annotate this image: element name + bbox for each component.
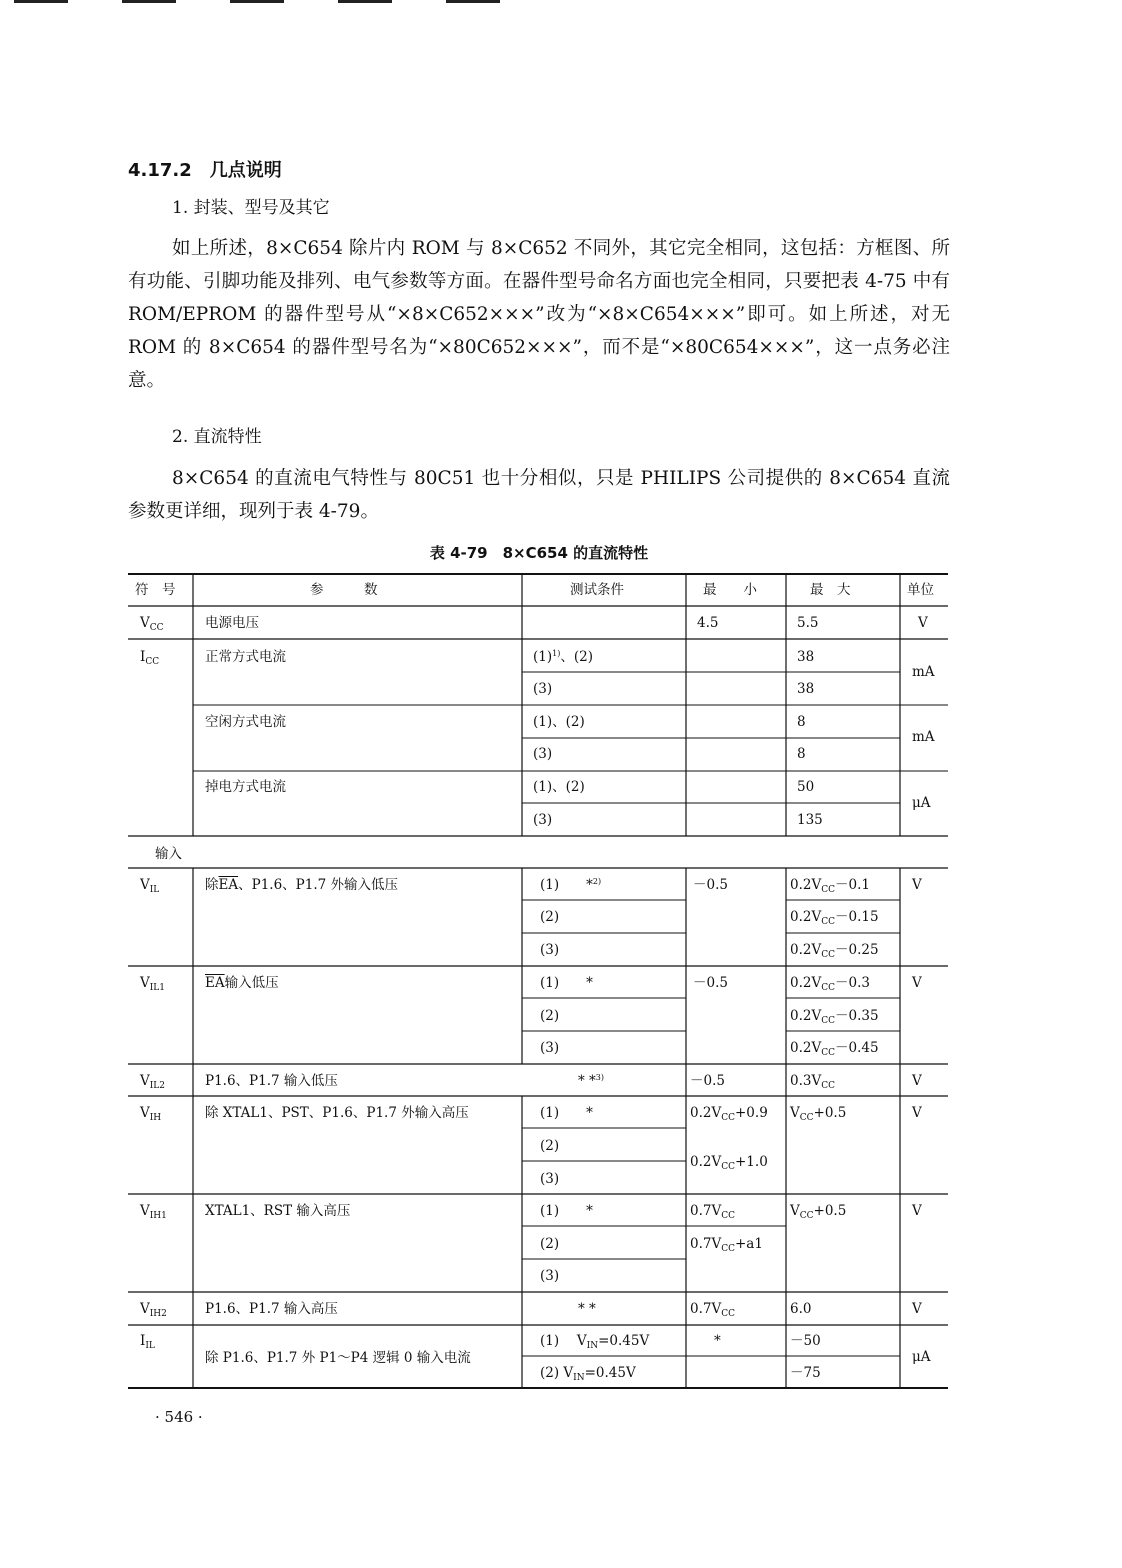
header-symbol: 符 号 [135, 582, 176, 598]
max-vcc: 5.5 [797, 615, 819, 631]
max-vih2: 6.0 [790, 1301, 812, 1317]
min-vih2: $0.7V_{CC}$ [690, 1301, 735, 1319]
cond-vih1-3: (3) [540, 1268, 560, 1284]
param-vil2: P1.6、P1.7 输入低压 [205, 1073, 338, 1089]
max-iil-2: －75 [790, 1365, 821, 1381]
cond-vil1-1: (1) * [540, 975, 593, 991]
symbol-icc: $I_{CC}$ [140, 649, 160, 667]
header-param: 参 数 [310, 582, 378, 598]
max-vil-3: $0.2V_{CC}-0.25$ [790, 942, 879, 960]
cond-vil-2: (2) [540, 909, 560, 925]
symbol-vih2: $V_{IH2}$ [140, 1301, 167, 1319]
min-iil: * [714, 1333, 721, 1349]
param-vih1: XTAL1、RST 输入高压 [205, 1203, 351, 1219]
section-heading: 4.17.2 几点说明 [128, 160, 282, 181]
symbol-vih1: $V_{IH1}$ [140, 1203, 167, 1221]
cond-vih1-1: (1) * [540, 1203, 593, 1219]
cond-iil-1: (1) $V_{IN}=0.45V$ [540, 1333, 650, 1351]
min-vil1: －0.5 [693, 975, 728, 991]
param-vcc: 电源电压 [205, 615, 259, 631]
cond-icc-pd-3: (3) [533, 812, 553, 828]
param-icc-idle: 空闲方式电流 [205, 714, 286, 730]
unit-vil1: V [912, 975, 922, 991]
cond-vil2: * *$^{3)}$ [578, 1073, 605, 1089]
max-icc-pd-3: 135 [797, 812, 823, 828]
cond-icc-pd-1: (1)、(2) [533, 779, 585, 795]
param-iil: 除 P1.6、P1.7 外 P1～P4 逻辑 0 输入电流 [205, 1350, 471, 1366]
max-icc-idle-3: 8 [797, 746, 806, 762]
max-icc-normal-1: 38 [797, 649, 815, 665]
unit-vil2: V [912, 1073, 922, 1089]
unit-vih1: V [912, 1203, 922, 1219]
param-vil1: $\overline{EA}$输入低压 [205, 975, 279, 991]
param-vih: 除 XTAL1、PST、P1.6、P1.7 外输入高压 [205, 1105, 469, 1121]
cond-vih-1: (1) * [540, 1105, 593, 1121]
unit-vil: V [912, 877, 922, 893]
param-icc-pd: 掉电方式电流 [205, 779, 286, 795]
max-icc-pd-1: 50 [797, 779, 815, 795]
min-vih-1: $0.2V_{CC}+0.9$ [690, 1105, 768, 1123]
header-min: 最 小 [703, 582, 757, 598]
min-vih-2: $0.2V_{CC}+1.0$ [690, 1154, 768, 1172]
unit-vih2: V [912, 1301, 922, 1317]
min-vil: －0.5 [693, 877, 728, 893]
min-vih1-2: $0.7V_{CC}+a1$ [690, 1236, 763, 1254]
paragraph-2: 8×C654 的直流电气特性与 80C51 也十分相似，只是 PHILIPS 公司提供的 8×C654 直流参数更详细，现列于表 4-79。 [128, 468, 950, 522]
subsection-heading-1: 1. 封装、型号及其它 [172, 198, 330, 218]
max-vil2: $0.3V_{CC}$ [790, 1073, 835, 1091]
page-number: · 546 · [155, 1408, 203, 1426]
min-vil2: －0.5 [690, 1073, 725, 1089]
unit-vcc: V [918, 615, 928, 631]
cond-icc-idle-1: (1)、(2) [533, 714, 585, 730]
cond-vih1-2: (2) [540, 1236, 560, 1252]
cond-icc-normal-1: $(1)^{1)}$、(2) [533, 649, 593, 665]
cond-icc-normal-3: (3) [533, 681, 553, 697]
unit-icc-pd: μA [912, 795, 931, 811]
cond-iil-2: (2) $V_{IN}=0.45V$ [540, 1365, 636, 1383]
symbol-iil: $I_{IL}$ [140, 1333, 155, 1351]
max-vil-1: $0.2V_{CC}-0.1$ [790, 877, 870, 895]
unit-icc-idle: mA [912, 729, 935, 745]
symbol-vcc: $V_{CC}$ [140, 615, 164, 633]
unit-vih: V [912, 1105, 922, 1121]
subsection-heading-2: 2. 直流特性 [172, 427, 262, 447]
unit-iil: μA [912, 1349, 931, 1365]
cond-vih-2: (2) [540, 1138, 560, 1154]
symbol-vil2: $V_{IL2}$ [140, 1073, 166, 1091]
header-cond: 测试条件 [570, 582, 624, 598]
group-input-label: 输入 [155, 846, 182, 862]
header-unit: 单位 [907, 582, 934, 598]
cond-vih-3: (3) [540, 1171, 560, 1187]
max-vih: $V_{CC}+0.5$ [790, 1105, 847, 1123]
cond-vil1-2: (2) [540, 1008, 560, 1024]
cond-icc-idle-3: (3) [533, 746, 553, 762]
unit-icc-normal: mA [912, 664, 935, 680]
symbol-vih: $V_{IH}$ [140, 1105, 162, 1123]
max-icc-normal-3: 38 [797, 681, 815, 697]
param-vil: 除$\overline{EA}$、P1.6、P1.7 外输入低压 [205, 877, 399, 893]
symbol-vil1: $V_{IL1}$ [140, 975, 166, 993]
max-vil1-3: $0.2V_{CC}-0.45$ [790, 1040, 879, 1058]
symbol-vil: $V_{IL}$ [140, 877, 160, 895]
paragraph-1: 如上所述，8×C654 除片内 ROM 与 8×C652 不同外，其它完全相同，这包括：方框图、所有功能、引脚功能及排列、电气参数等方面。在器件型号命名方面也完全相同，只要把表 4-75 中有 ROM/EPROM 的器件型号从“×8×C652×××”改为“×8×C654×××”即可。如上所述，对无 ROM 的 8×C654 的器件型号名为“×80C652×××”，而不是“×80C654×××”，这一点务必注意。 [128, 238, 950, 391]
max-vil1-1: $0.2V_{CC}-0.3$ [790, 975, 870, 993]
min-vcc: 4.5 [697, 615, 719, 631]
max-icc-idle-1: 8 [797, 714, 806, 730]
cond-vil-1: (1) *$^{2)}$ [540, 877, 602, 893]
param-vih2: P1.6、P1.7 输入高压 [205, 1301, 338, 1317]
param-icc-normal: 正常方式电流 [205, 649, 286, 665]
max-vih1: $V_{CC}+0.5$ [790, 1203, 847, 1221]
cond-vil1-3: (3) [540, 1040, 560, 1056]
cond-vih2: * * [578, 1301, 596, 1317]
max-vil-2: $0.2V_{CC}-0.15$ [790, 909, 879, 927]
table-caption: 表 4-79 8×C654 的直流特性 [429, 544, 649, 562]
cond-vil-3: (3) [540, 942, 560, 958]
max-vil1-2: $0.2V_{CC}-0.35$ [790, 1008, 879, 1026]
max-iil-1: －50 [790, 1333, 821, 1349]
min-vih1-1: $0.7V_{CC}$ [690, 1203, 735, 1221]
header-max: 最 大 [810, 582, 851, 598]
